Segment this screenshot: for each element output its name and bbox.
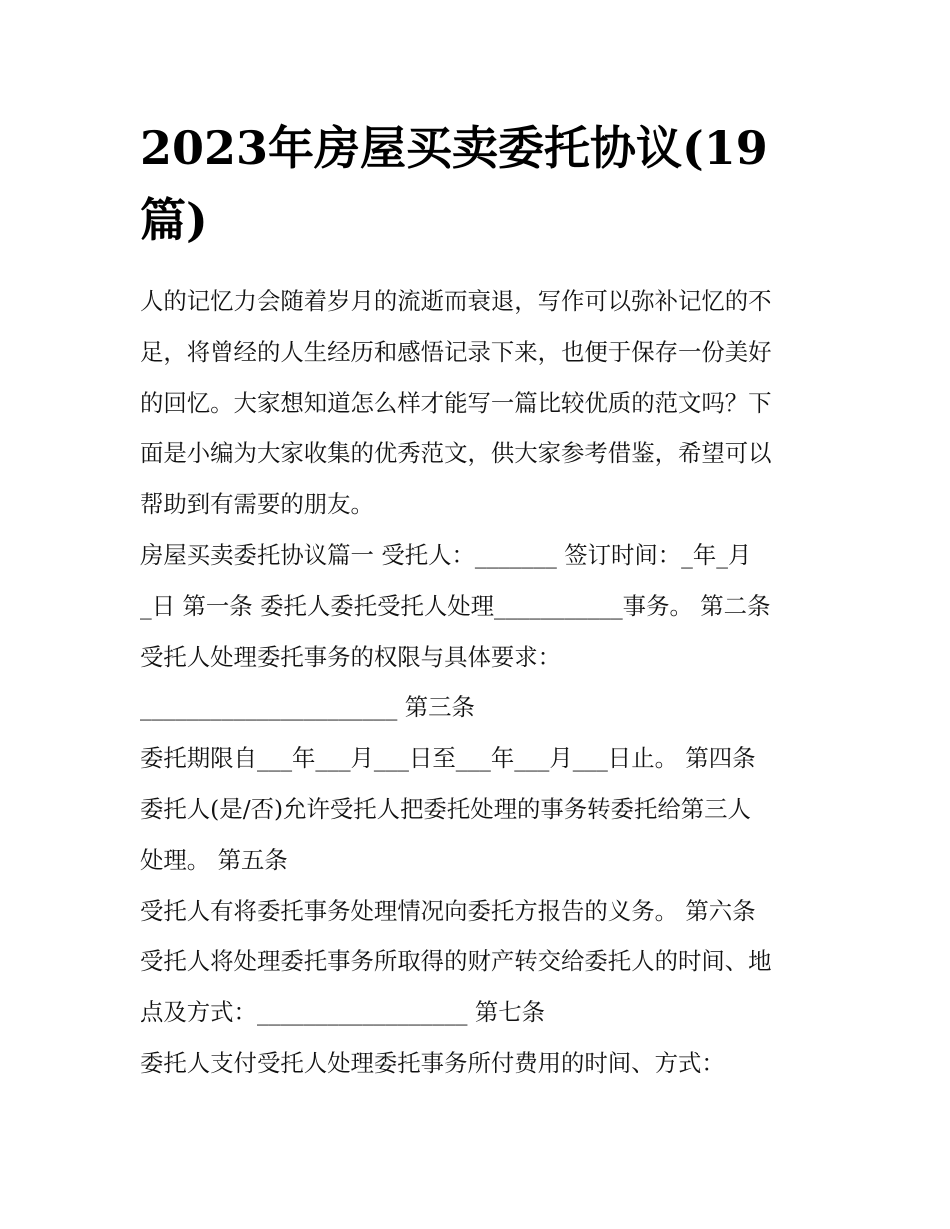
text-line: 帮助到有需要的朋友。 [140, 490, 374, 519]
text-line: 房屋买卖委托协议篇一 受托人：_______ 签订时间：_年_月 [140, 540, 752, 569]
title-line: 篇) [140, 193, 208, 247]
title-line: 2023年房屋买卖委托协议(19 [140, 121, 768, 175]
intro-paragraph [140, 276, 820, 530]
text-line: _日 第一条 委托人委托受托人处理___________事务。 第二条 [140, 591, 771, 620]
text-line: 委托期限自___年___月___日至___年___月___日止。 第四条 [140, 744, 756, 773]
agreement-paragraph [140, 530, 820, 1089]
text-line: 足，将曾经的人生经历和感悟记录下来，也便于保存一份美好 [140, 337, 772, 366]
document-title [140, 112, 820, 256]
text-line: 受托人处理委托事务的权限与具体要求： [140, 642, 562, 671]
text-line: 委托人支付受托人处理委托事务所付费用的时间、方式： [140, 1048, 725, 1077]
text-line: 处理。 第五条 [140, 845, 288, 874]
text-line: 点及方式：__________________ 第七条 [140, 998, 546, 1027]
text-line: 委托人(是/否)允许受托人把委托处理的事务转委托给第三人 [140, 794, 751, 823]
text-line: 受托人有将委托事务处理情况向委托方报告的义务。 第六条 [140, 896, 756, 925]
text-line: 人的记忆力会随着岁月的流逝而衰退，写作可以弥补记忆的不 [140, 287, 772, 315]
text-line: 的回忆。大家想知道怎么样才能写一篇比较优质的范文吗？下 [140, 388, 772, 417]
text-line: ______________________ 第三条 [140, 693, 475, 722]
text-line: 面是小编为大家收集的优秀范文，供大家参考借鉴，希望可以 [140, 439, 772, 468]
text-line: 受托人将处理委托事务所取得的财产转交给委托人的时间、地 [140, 947, 772, 976]
document-body [140, 276, 820, 1089]
